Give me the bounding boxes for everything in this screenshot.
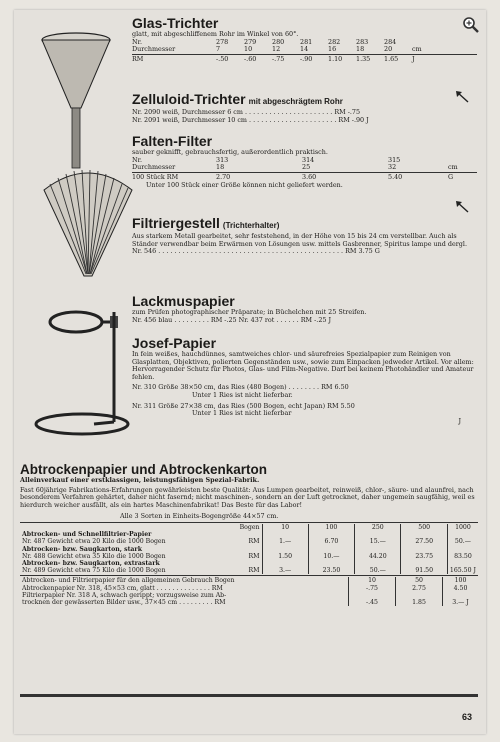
table-cell: 91.50 <box>401 567 447 574</box>
josef-title: Josef-Papier <box>132 335 217 351</box>
cm-unit: cm <box>412 45 422 53</box>
table-cell: Abtrocken- bzw. Saugkarton, extrastark <box>22 559 160 567</box>
table-row <box>20 538 478 545</box>
nr-label: Nr. <box>132 37 142 46</box>
glass-funnel-illustration <box>34 30 118 180</box>
glass-diameter-row <box>132 46 477 53</box>
table-cell: Filtrierpapier Nr. 318 A, schwach gerippt; vorzugsweise zum Ab- <box>22 591 227 599</box>
table-header-cell: 250 <box>355 524 401 531</box>
drying-paper-table-2 <box>20 577 478 606</box>
price-cell: -.50 <box>216 55 229 64</box>
josef-paper-section <box>132 336 477 425</box>
litmus-desc: zum Prüfen photographischer Präparate; in Büchelchen mit 25 Streifen. <box>132 308 367 316</box>
price-cell: 2.70 <box>216 173 231 182</box>
nr-cell: 280 <box>272 37 285 46</box>
drying-paper-section <box>20 462 478 606</box>
table-cell: 15.— <box>355 538 401 545</box>
nr-cell: 284 <box>384 37 397 46</box>
folded-filter-illustration <box>40 160 136 280</box>
table-cell: 50.— <box>447 538 478 545</box>
table-cell: 165.50 J <box>447 567 478 574</box>
celluloid-title-text: Zelluloid-Trichter <box>132 91 246 107</box>
price-cell: -.90 <box>300 55 313 64</box>
celluloid-line: Nr. 2090 weiß, Durchmesser 6 cm . . . . . . . . . . . . . . . . . . . . . . RM -.75 <box>132 108 361 116</box>
diameter-cell: 7 <box>216 45 221 53</box>
table-cell <box>447 560 478 567</box>
table-cell: Abtrockenpapier Nr. 318, 45×53 cm, glatt . . . . . . . . . . . . . . RM <box>22 584 223 592</box>
table-header-cell: Bogen <box>239 523 260 531</box>
table-cell <box>447 546 478 553</box>
table-cell: 23.75 <box>401 553 447 560</box>
diameter-cell: 16 <box>328 45 337 53</box>
table-cell <box>355 546 401 553</box>
pleated-note: Unter 100 Stück einer Größe können nicht geliefert werden. <box>146 180 343 189</box>
arrow-icon <box>454 198 470 214</box>
table-row <box>20 585 478 592</box>
celluloid-funnel-section <box>132 92 477 124</box>
row-currency: RM <box>248 567 260 575</box>
drying-price-table <box>20 524 478 574</box>
table-header-cell: 10 <box>349 577 396 584</box>
row-label: Nr. 489 Gewicht etwa 75 Kilo die 1000 Bogen <box>22 567 166 575</box>
glass-funnel-desc: glatt, mit abgeschliffenem Rohr im Winkel von 60°. <box>132 30 299 38</box>
pleated-filter-desc: sauber geknifft, gebrauchsfertig, außerordentlich praktisch. <box>132 148 328 156</box>
catalog-page <box>14 10 486 734</box>
litmus-paper-section <box>132 294 477 324</box>
filter-stand-title <box>132 216 477 233</box>
table-cell: 3.— J <box>443 599 479 606</box>
nr-cell: 315 <box>388 155 401 164</box>
table-cell <box>262 560 308 567</box>
josef-suffix: J <box>458 416 461 425</box>
price-cell: 1.10 <box>328 55 343 64</box>
celluloid-subtitle: mit abgeschrägtem Rohr <box>248 97 343 106</box>
table-cell <box>447 531 478 538</box>
diameter-label: Durchmesser <box>132 163 176 171</box>
glass-price-row <box>132 56 477 63</box>
litmus-line: Nr. 456 blau . . . . . . . . . RM -.25 Nr. 437 rot . . . . . . RM -.25 J <box>132 315 332 324</box>
price-cell: 3.60 <box>302 173 317 182</box>
table-header-cell: 1000 <box>447 524 478 531</box>
table-cell <box>20 538 262 545</box>
table-cell: 1.50 <box>262 553 308 560</box>
table-cell <box>349 592 396 599</box>
diameter-cell: 20 <box>384 45 393 53</box>
diameter-cell: 10 <box>244 45 253 53</box>
table-cell: 3.— <box>262 567 308 574</box>
diameter-cell: 14 <box>300 45 309 53</box>
table-cell: Abtrocken- und Schnellfiltrier-Papier <box>22 531 152 539</box>
celluloid-line: Nr. 2091 weiß, Durchmesser 10 cm . . . . . . . . . . . . . . . . . . . . . . RM -.90 J <box>132 115 369 124</box>
table-cell: 83.50 <box>447 553 478 560</box>
table-header-cell: 500 <box>401 524 447 531</box>
row-currency: RM <box>248 552 260 560</box>
josef-line: Nr. 310 Größe 38×50 cm, das Ries (480 Bogen) . . . . . . . . RM 6.50 <box>132 383 349 392</box>
table-cell <box>355 560 401 567</box>
table-cell: 4.50 <box>443 585 479 592</box>
josef-note: Unter 1 Ries ist nicht lieferbar. <box>192 390 293 399</box>
row-currency: RM <box>248 538 260 546</box>
price-cell: -.75 <box>272 55 285 64</box>
table-header-cell: 50 <box>396 577 443 584</box>
nr-cell: 313 <box>216 155 229 164</box>
filter-stand-subtitle: (Trichterhalter) <box>222 221 280 230</box>
table-cell <box>308 546 354 553</box>
diameter-cell: 12 <box>272 45 281 53</box>
table-header-cell: 100 <box>443 577 479 584</box>
pleated-filter-title: Falten-Filter <box>132 133 213 149</box>
table-cell <box>20 553 262 560</box>
table-cell <box>308 560 354 567</box>
table-cell: 27.50 <box>401 538 447 545</box>
price-label: 100 Stück RM <box>132 173 179 182</box>
table-cell: 1.— <box>262 538 308 545</box>
glass-funnel-title: Glas-Trichter <box>132 15 219 31</box>
table-cell: 6.70 <box>308 538 354 545</box>
nr-cell: 279 <box>244 37 257 46</box>
litmus-title: Lackmuspapier <box>132 293 235 309</box>
table-cell: 50.— <box>355 567 401 574</box>
table-cell: -.75 <box>349 585 396 592</box>
price-cell: 5.40 <box>388 173 403 182</box>
table-row <box>20 553 478 560</box>
table-row <box>20 577 478 584</box>
table-cell: 10.— <box>308 553 354 560</box>
filter-stand-title-text: Filtriergestell <box>132 215 220 231</box>
table-cell: Abtrocken- und Filtrierpapier für den allgemeinen Gebrauch Bogen <box>22 577 235 585</box>
table-header-cell: 10 <box>262 524 308 531</box>
table-cell <box>262 546 308 553</box>
diameter-cell: 18 <box>216 163 225 171</box>
row-label: Nr. 487 Gewicht etwa 20 Kilo die 1000 Bogen <box>22 538 166 546</box>
diameter-cell: 32 <box>388 163 397 171</box>
table-cell <box>443 592 479 599</box>
table-header-row <box>20 524 478 531</box>
table-cell <box>401 546 447 553</box>
nr-cell: 281 <box>300 37 313 46</box>
price-cell: -.60 <box>244 55 257 64</box>
price-suffix: J <box>412 55 415 64</box>
table-header-cell: 100 <box>308 524 354 531</box>
table-cell: 44.20 <box>355 553 401 560</box>
price-cell: 1.35 <box>356 55 371 64</box>
table-cell: Abtrocken- bzw. Saugkarton, stark <box>22 545 142 553</box>
table-row <box>20 546 478 553</box>
row-label: Nr. 488 Gewicht etwa 35 Kilo die 1000 Bogen <box>22 552 166 560</box>
table-cell: trocknen der gewässerten Bilder usw., 37×45 cm . . . . . . . . . RM <box>22 599 226 606</box>
pleated-diameter-row <box>132 164 477 171</box>
table-cell <box>262 531 308 538</box>
filter-stand-section <box>132 216 477 256</box>
price-cell: 1.65 <box>384 55 399 64</box>
table-row <box>20 560 478 567</box>
table-cell: 23.50 <box>308 567 354 574</box>
table-cell <box>355 531 401 538</box>
nr-cell: 278 <box>216 37 229 46</box>
table-row <box>20 567 478 574</box>
nr-cell: 282 <box>328 37 341 46</box>
table-cell: 1.85 <box>396 599 443 606</box>
drying-desc: Fast 60jährige Fabrikations-Erfahrungen gewährleisten beste Qualität: Aus Lumpen gearbeitet, reinweiß, chlor-, säure- und alaunfrei, nach besonderem Verfahren gehärtet, daher nicht fasernd; nicht maschinen-, sondern an der Luft getrocknet, daher ungemein saugfähig, weil es hierdurch weicher ausfällt, als ein hartes Maschinenfabrikat! Das Beste für das Labor! <box>20 485 475 509</box>
diameter-cell: 18 <box>356 45 365 53</box>
table-cell <box>308 531 354 538</box>
table-row <box>20 531 478 538</box>
diameter-label: Durchmesser <box>132 45 176 53</box>
page-number: 63 <box>461 712 472 722</box>
filter-stand-illustration <box>24 292 134 452</box>
josef-desc: In fein weißes, hauchdünnes, samtweiches chlor- und säurefreies Spezialpapier zum Reinigen von Glasplatten, Objektiven, polierten Gegenständen usw., sowie zum Einpacken jedweder Artikel. Vor allem: Hervorragender Schutz für Photos, Glas- und Film-Negative. Darf bei keinem Photohändler und Amateur fehlen. <box>132 350 474 381</box>
josef-note: Unter 1 Ries ist nicht lieferbar <box>192 409 292 418</box>
nr-cell: 314 <box>302 155 315 164</box>
drying-title: Abtrockenpapier und Abtrockenkarton <box>20 462 268 477</box>
table-cell: -.45 <box>349 599 396 606</box>
table-cell <box>401 560 447 567</box>
nr-label: Nr. <box>132 155 142 164</box>
celluloid-title <box>132 92 477 109</box>
bottom-rule <box>20 694 478 697</box>
table-row <box>20 599 478 606</box>
price-suffix: G <box>448 173 454 182</box>
filter-stand-desc: Aus starkem Metall gearbeitet, sehr feststehend, in der Höhe von 15 bis 24 cm verstellbar. Auch als Ständer verwendbar beim Erwärmen von Lösungen usw. mittels Gasbrenner, Spiritus lampe und dergl. <box>132 232 467 248</box>
diameter-cell: 25 <box>302 163 311 171</box>
table-row <box>20 592 478 599</box>
pleated-filter-section <box>132 134 477 189</box>
drying-sizes: Alle 3 Sorten in Einheits-Bogengröße 44×57 cm. <box>120 512 279 521</box>
josef-line: Nr. 311 Größe 27×38 cm, das Ries (500 Bogen, echt Japan) RM 5.50 <box>132 401 355 410</box>
table-cell <box>20 567 262 574</box>
table-cell <box>396 592 443 599</box>
table-cell: 2.75 <box>396 585 443 592</box>
filter-stand-line: Nr. 546 . . . . . . . . . . . . . . . . . . . . . . . . . . . . . . . . . . . . . . . . . . . . . . RM 3.75 G <box>132 247 380 256</box>
nr-cell: 283 <box>356 37 369 46</box>
cm-unit: cm <box>448 163 458 171</box>
drying-subtitle: Alleinverkauf einer erstklassigen, leistungsfähigen Spezial-Fabrik. <box>20 476 260 484</box>
rm-label: RM <box>132 55 144 64</box>
glass-funnel-section <box>132 16 477 64</box>
table-cell <box>401 531 447 538</box>
